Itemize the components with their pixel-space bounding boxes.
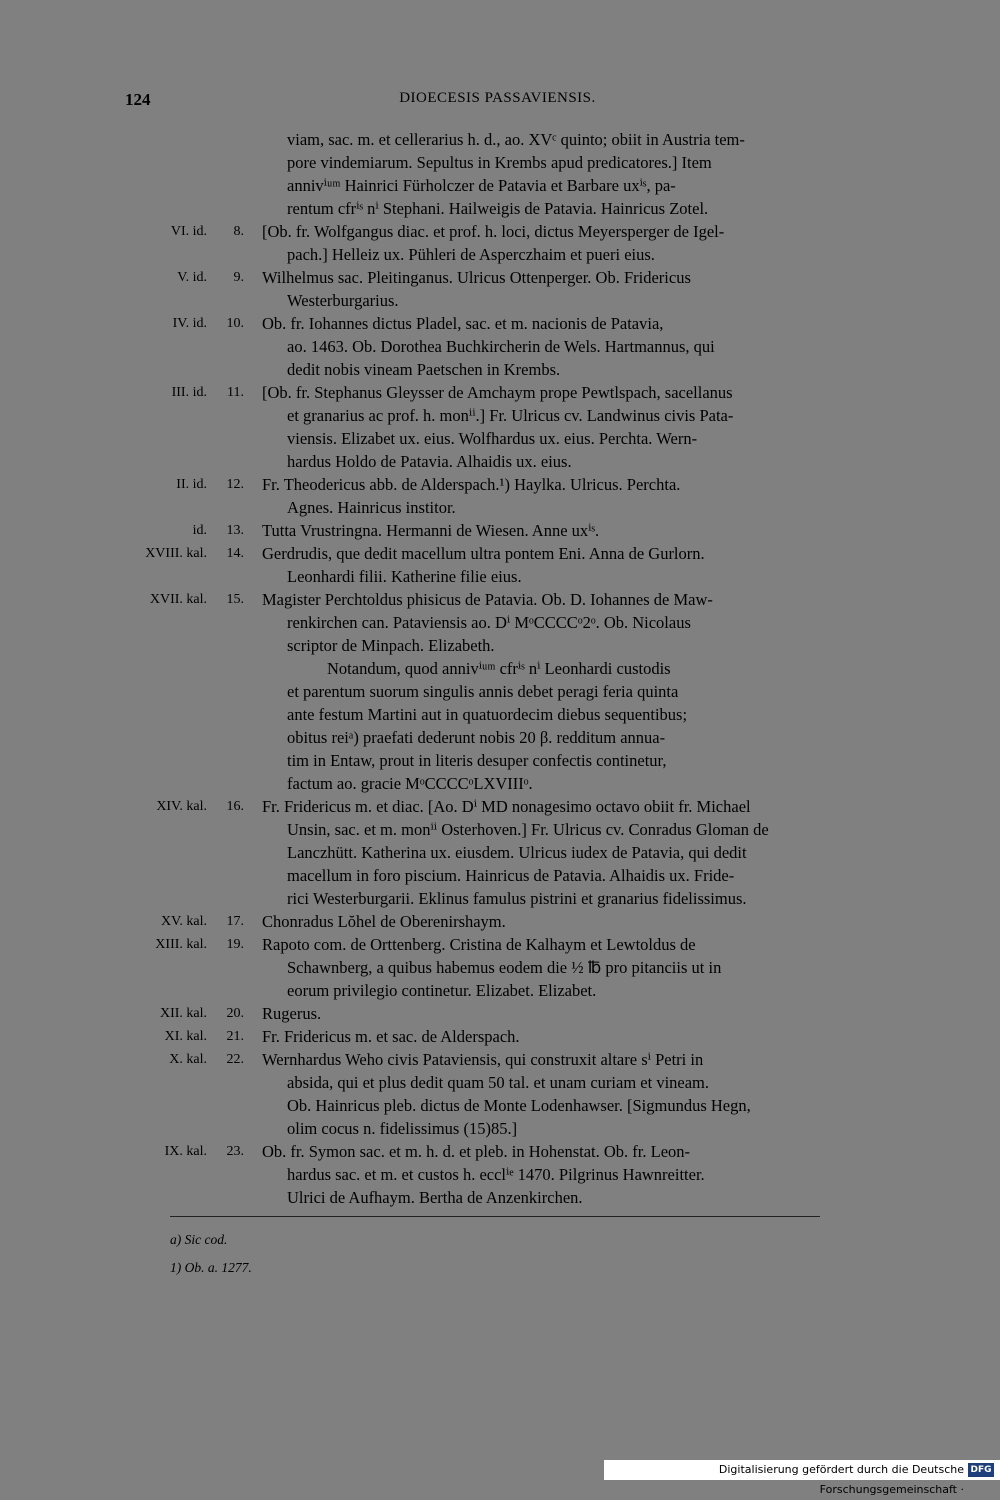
text-line xyxy=(0,1025,1000,1048)
entry-text: Rapoto com. de Orttenberg. Cristina de Kalhaym et Lewtoldus de xyxy=(262,935,696,954)
entry-text: dedit nobis vineam Paetschen in Krembs. xyxy=(287,360,561,379)
text-line xyxy=(0,611,1000,634)
entry-text: eorum privilegio continetur. Elizabet. Elizabet. xyxy=(287,981,597,1000)
text-line xyxy=(0,979,1000,1002)
entry-text: Tutta Vrustringna. Hermanni de Wiesen. Anne uxⁱˢ. xyxy=(262,521,600,540)
calendar-date: XVIII. kal. xyxy=(145,546,207,561)
calendar-date: id. xyxy=(192,523,207,538)
entry-text: [Ob. fr. Wolfgangus diac. et prof. h. loci, dictus Meyersperger de Igel- xyxy=(262,222,725,241)
calendar-date: XV. kal. xyxy=(160,914,207,929)
entry-text: Unsin, sac. et m. monⁱⁱ Osterhoven.] Fr. Ulricus cv. Conradus Gloman de xyxy=(287,820,769,839)
day-number: 16. xyxy=(226,799,244,814)
text-line xyxy=(0,749,1000,772)
entry-text: tim in Entaw, prout in literis desuper confectis continetur, xyxy=(287,751,667,770)
necrology-text xyxy=(0,128,1000,1209)
day-number: 22. xyxy=(226,1052,244,1067)
text-line xyxy=(0,1071,1000,1094)
text-line xyxy=(0,1163,1000,1186)
entry-text: ante festum Martini aut in quatuordecim diebus sequentibus; xyxy=(287,705,688,724)
text-line xyxy=(0,358,1000,381)
text-line xyxy=(0,1186,1000,1209)
entry-text: factum ao. gracie MᵒCCCCᵒLXVIIIᵒ. xyxy=(287,774,533,793)
text-line xyxy=(0,450,1000,473)
entry-text: et granarius ac prof. h. monⁱⁱ.] Fr. Ulricus cv. Landwinus civis Pata- xyxy=(287,406,734,425)
entry-text: Ob. fr. Iohannes dictus Pladel, sac. et m. nacionis de Patavia, xyxy=(262,314,664,333)
text-line xyxy=(0,1002,1000,1025)
day-number: 15. xyxy=(226,592,244,607)
calendar-date: XII. kal. xyxy=(159,1006,207,1021)
text-line xyxy=(0,404,1000,427)
text-line xyxy=(0,381,1000,404)
text-line xyxy=(0,726,1000,749)
text-line xyxy=(0,243,1000,266)
text-line xyxy=(0,1117,1000,1140)
text-line xyxy=(0,542,1000,565)
calendar-date: II. id. xyxy=(176,477,207,492)
text-line xyxy=(0,657,1000,680)
dfg-logo: DFG xyxy=(968,1463,994,1477)
entry-text: olim cocus n. fidelissimus (15)85.] xyxy=(287,1119,518,1138)
calendar-date: XIV. kal. xyxy=(156,799,207,814)
footnote xyxy=(170,1230,252,1258)
text-line xyxy=(0,887,1000,910)
day-number: 17. xyxy=(226,914,244,929)
calendar-date: XI. kal. xyxy=(164,1029,207,1044)
text-line xyxy=(0,1094,1000,1117)
entry-text: ao. 1463. Ob. Dorothea Buchkircherin de Wels. Hartmannus, qui xyxy=(287,337,715,356)
text-line xyxy=(0,220,1000,243)
footnote-text: Ob. a. 1277. xyxy=(184,1260,252,1275)
calendar-date: III. id. xyxy=(171,385,207,400)
text-line xyxy=(0,703,1000,726)
entry-text: viensis. Elizabet ux. eius. Wolfhardus ux. eius. Perchta. Wern- xyxy=(287,429,698,448)
footnote-text: Sic cod. xyxy=(184,1232,228,1247)
text-line xyxy=(0,473,1000,496)
text-line xyxy=(0,910,1000,933)
day-number: 13. xyxy=(226,523,244,538)
calendar-date: V. id. xyxy=(177,270,207,285)
footnote-mark: a) xyxy=(170,1232,182,1247)
entry-text: Ulrici de Aufhaym. Bertha de Anzenkirchen. xyxy=(287,1188,583,1207)
calendar-date: IX. kal. xyxy=(164,1144,207,1159)
day-number: 9. xyxy=(233,270,244,285)
entry-text: Fr. Fridericus m. et diac. [Ao. Dⁱ MD nonagesimo octavo obiit fr. Michael xyxy=(262,797,751,816)
day-number: 19. xyxy=(226,937,244,952)
entry-text: Ob. fr. Symon sac. et m. h. d. et pleb. in Hohenstat. Ob. fr. Leon- xyxy=(262,1142,691,1161)
entry-text: hardus sac. et m. et custos h. ecclⁱᵉ 1470. Pilgrinus Hawnreitter. xyxy=(287,1165,705,1184)
text-line xyxy=(0,151,1000,174)
text-line xyxy=(0,289,1000,312)
credit-text: Digitalisierung gefördert durch die Deutsche Forschungsgemeinschaft · xyxy=(718,1463,964,1496)
text-line xyxy=(0,588,1000,611)
entry-text: renkirchen can. Pataviensis ao. Dⁱ MᵒCCCCᵒ2ᵒ. Ob. Nicolaus xyxy=(287,613,691,632)
text-line xyxy=(0,128,1000,151)
text-line xyxy=(0,266,1000,289)
page-number: 124 xyxy=(125,90,151,109)
text-line xyxy=(0,427,1000,450)
text-line xyxy=(0,197,1000,220)
footnote xyxy=(170,1258,252,1286)
day-number: 8. xyxy=(233,224,244,239)
entry-text: viam, sac. m. et cellerarius h. d., ao. XVᶜ quinto; obiit in Austria tem- xyxy=(287,130,745,149)
day-number: 23. xyxy=(226,1144,244,1159)
day-number: 20. xyxy=(226,1006,244,1021)
day-number: 11. xyxy=(227,385,244,400)
calendar-date: IV. id. xyxy=(172,316,207,331)
entry-text: Leonhardi filii. Katherine filie eius. xyxy=(287,567,522,586)
text-line xyxy=(0,795,1000,818)
entry-text: Westerburgarius. xyxy=(287,291,399,310)
text-line xyxy=(0,818,1000,841)
text-line xyxy=(0,933,1000,956)
calendar-date: VI. id. xyxy=(170,224,207,239)
entry-text: Chonradus Lŏhel de Oberenirshaym. xyxy=(262,912,506,931)
day-number: 10. xyxy=(226,316,244,331)
entry-text: pore vindemiarum. Sepultus in Krembs apud predicatores.] Item xyxy=(287,153,712,172)
entry-text: rentum cfrⁱˢ nⁱ Stephani. Hailweigis de Patavia. Hainricus Zotel. xyxy=(287,199,709,218)
entry-text: obitus reiᵃ) praefati dederunt nobis 20 β. redditum annua- xyxy=(287,728,666,747)
entry-text: [Ob. fr. Stephanus Gleysser de Amchaym prope Pewtlspach, sacellanus xyxy=(262,383,733,402)
text-line xyxy=(0,174,1000,197)
text-line xyxy=(0,956,1000,979)
calendar-date: XIII. kal. xyxy=(155,937,207,952)
entry-text: hardus Holdo de Patavia. Alhaidis ux. eius. xyxy=(287,452,572,471)
entry-text: Ob. Hainricus pleb. dictus de Monte Lodenhawser. [Sigmundus Hegn, xyxy=(287,1096,751,1115)
entry-text: et parentum suorum singulis annis debet peragi feria quinta xyxy=(287,682,679,701)
text-line xyxy=(0,519,1000,542)
entry-text: Fr. Fridericus m. et sac. de Alderspach. xyxy=(262,1027,520,1046)
text-line xyxy=(0,1140,1000,1163)
text-line xyxy=(0,1048,1000,1071)
entry-text: Wernhardus Weho civis Pataviensis, qui construxit altare sⁱ Petri in xyxy=(262,1050,704,1069)
calendar-date: X. kal. xyxy=(169,1052,207,1067)
entry-text: Lanczhütt. Katherina ux. eiusdem. Ulricus iudex de Patavia, qui dedit xyxy=(287,843,747,862)
text-line xyxy=(0,864,1000,887)
page-header xyxy=(125,90,870,112)
day-number: 14. xyxy=(226,546,244,561)
footnote-rule xyxy=(170,1216,820,1217)
text-line xyxy=(0,312,1000,335)
text-line xyxy=(0,634,1000,657)
digitization-credit xyxy=(604,1460,1000,1496)
text-line xyxy=(0,565,1000,588)
day-number: 21. xyxy=(226,1029,244,1044)
entry-text: Wilhelmus sac. Pleitinganus. Ulricus Ottenperger. Ob. Fridericus xyxy=(262,268,691,287)
text-line xyxy=(0,496,1000,519)
entry-text: absida, qui et plus dedit quam 50 tal. et unam curiam et vineam. xyxy=(287,1073,710,1092)
entry-text: scriptor de Minpach. Elizabeth. xyxy=(287,636,495,655)
day-number: 12. xyxy=(226,477,244,492)
entry-text: pach.] Helleiz ux. Pühleri de Asperczhaim et pueri eius. xyxy=(287,245,655,264)
entry-text: rici Westerburgarii. Eklinus famulus pistrini et granarius fidelissimus. xyxy=(287,889,747,908)
entry-text: Agnes. Hainricus institor. xyxy=(287,498,456,517)
text-line xyxy=(0,335,1000,358)
entry-text: annivⁱᵘᵐ Hainrici Fürholczer de Patavia et Barbare uxⁱˢ, pa- xyxy=(287,176,676,195)
entry-text: macellum in foro piscium. Hainricus de Patavia. Alhaidis ux. Fride- xyxy=(287,866,735,885)
calendar-date: XVII. kal. xyxy=(149,592,207,607)
entry-text: Schawnberg, a quibus habemus eodem die ½ ℔ pro pitanciis ut in xyxy=(287,958,722,977)
text-line xyxy=(0,772,1000,795)
text-line xyxy=(0,841,1000,864)
entry-text: Notandum, quod annivⁱᵘᵐ cfrⁱˢ nⁱ Leonhardi custodis xyxy=(327,659,671,678)
running-title: DIOECESIS PASSAVIENSIS. xyxy=(399,90,596,106)
footnotes xyxy=(170,1230,252,1286)
footnote-mark: 1) xyxy=(170,1260,182,1275)
text-line xyxy=(0,680,1000,703)
entry-text: Gerdrudis, que dedit macellum ultra pontem Eni. Anna de Gurlorn. xyxy=(262,544,705,563)
entry-text: Magister Perchtoldus phisicus de Patavia. Ob. D. Iohannes de Maw- xyxy=(262,590,713,609)
entry-text: Rugerus. xyxy=(262,1004,322,1023)
entry-text: Fr. Theodericus abb. de Alderspach.¹) Haylka. Ulricus. Perchta. xyxy=(262,475,681,494)
